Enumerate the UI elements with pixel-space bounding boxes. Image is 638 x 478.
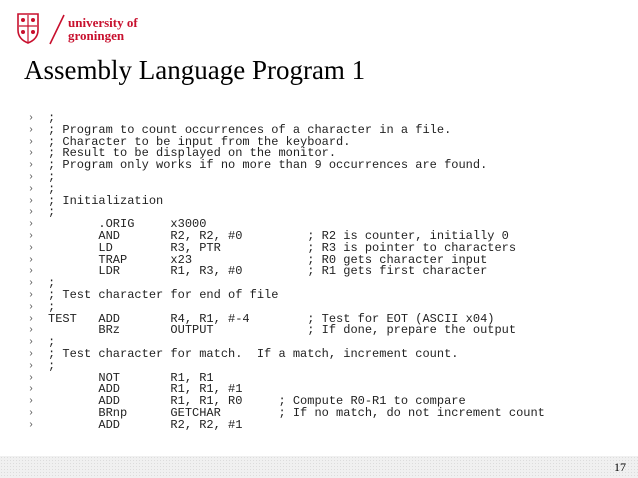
bullet-icon: › bbox=[28, 171, 35, 183]
code-text: ; Character to be input from the keyboard. bbox=[48, 134, 351, 149]
bullet-icon: › bbox=[28, 183, 35, 195]
bullet-icon: › bbox=[28, 407, 35, 419]
footer-bar bbox=[0, 456, 638, 478]
bullet-icon: › bbox=[28, 348, 35, 360]
code-text: ; Program only works if no more than 9 occurrences are found. bbox=[48, 158, 488, 173]
code-text: TRAP x23 ; R0 gets character input bbox=[48, 252, 488, 267]
code-line bbox=[28, 193, 628, 208]
code-text: NOT R1, R1 bbox=[48, 370, 214, 385]
crest-icon bbox=[16, 12, 40, 44]
bullet-icon: › bbox=[28, 219, 35, 231]
code-text: ; Test character for end of file bbox=[48, 287, 279, 302]
bullet-icon: › bbox=[28, 195, 35, 207]
code-text: ; bbox=[48, 276, 56, 291]
bullet-icon: › bbox=[28, 372, 35, 384]
code-text: BRz OUTPUT ; If done, prepare the output bbox=[48, 323, 517, 338]
bullet-icon: › bbox=[28, 160, 35, 172]
code-line bbox=[28, 325, 628, 337]
bullet-icon: › bbox=[28, 396, 35, 408]
bullet-icon: › bbox=[28, 136, 35, 148]
code-text: ; bbox=[48, 111, 56, 125]
code-text: ; Test character for match. If a match, increment count. bbox=[48, 346, 459, 361]
code-line bbox=[28, 417, 628, 432]
slide-title: Assembly Language Program 1 bbox=[24, 55, 366, 85]
bullet-icon: › bbox=[28, 278, 35, 290]
bullet-icon: › bbox=[28, 242, 35, 254]
code-text: .ORIG x3000 bbox=[48, 217, 207, 232]
code-text: ; Program to count occurrences of a character in a file. bbox=[48, 122, 452, 137]
bullet-icon: › bbox=[28, 113, 35, 124]
code-text: ; bbox=[48, 181, 56, 196]
bullet-icon: › bbox=[28, 384, 35, 396]
code-text: ADD R2, R2, #1 bbox=[48, 417, 243, 432]
code-text: LDR R1, R3, #0 ; R1 gets first character bbox=[48, 264, 488, 279]
bullet-icon: › bbox=[28, 360, 35, 372]
code-line bbox=[28, 266, 628, 278]
code-line bbox=[28, 346, 628, 361]
bullet-icon: › bbox=[28, 301, 35, 313]
page-number: 17 bbox=[614, 460, 626, 474]
code-line bbox=[28, 287, 628, 302]
bullet-icon: › bbox=[28, 148, 35, 160]
code-text: ; bbox=[48, 358, 56, 373]
bullet-icon: › bbox=[28, 337, 35, 349]
bullet-icon: › bbox=[28, 289, 35, 301]
code-text: BRnp GETCHAR ; If no match, do not increment count bbox=[48, 405, 545, 420]
code-text: ADD R1, R1, R0 ; Compute R0-R1 to compare bbox=[48, 394, 466, 409]
bullet-icon: › bbox=[28, 419, 35, 431]
bullet-icon: › bbox=[28, 254, 35, 266]
code-text: TEST ADD R4, R1, #-4 ; Test for EOT (ASCII x04) bbox=[48, 311, 495, 326]
bullet-icon: › bbox=[28, 266, 35, 278]
code-line bbox=[28, 160, 628, 172]
code-text: ; Result to be displayed on the monitor. bbox=[48, 146, 337, 161]
logo-text-line2: groningen bbox=[68, 28, 125, 43]
code-text: ; bbox=[48, 299, 56, 314]
code-text: ; bbox=[48, 169, 56, 184]
bullet-icon: › bbox=[28, 207, 35, 219]
code-text: ; bbox=[48, 335, 56, 350]
code-text: LD R3, PTR ; R3 is pointer to characters bbox=[48, 240, 517, 255]
logo-slash-icon bbox=[47, 12, 67, 46]
code-text: ; bbox=[48, 205, 56, 220]
code-line bbox=[28, 169, 628, 184]
code-listing bbox=[28, 113, 628, 432]
bullet-icon: › bbox=[28, 230, 35, 242]
bullet-icon: › bbox=[28, 124, 35, 136]
university-logo bbox=[16, 12, 146, 48]
code-text: ADD R1, R1, #1 bbox=[48, 382, 243, 397]
logo-text-line1: university of bbox=[68, 15, 138, 30]
code-text: AND R2, R2, #0 ; R2 is counter, initially 0 bbox=[48, 228, 509, 243]
bullet-icon: › bbox=[28, 313, 35, 325]
bullet-icon: › bbox=[28, 325, 35, 337]
code-text: ; Initialization bbox=[48, 193, 164, 208]
